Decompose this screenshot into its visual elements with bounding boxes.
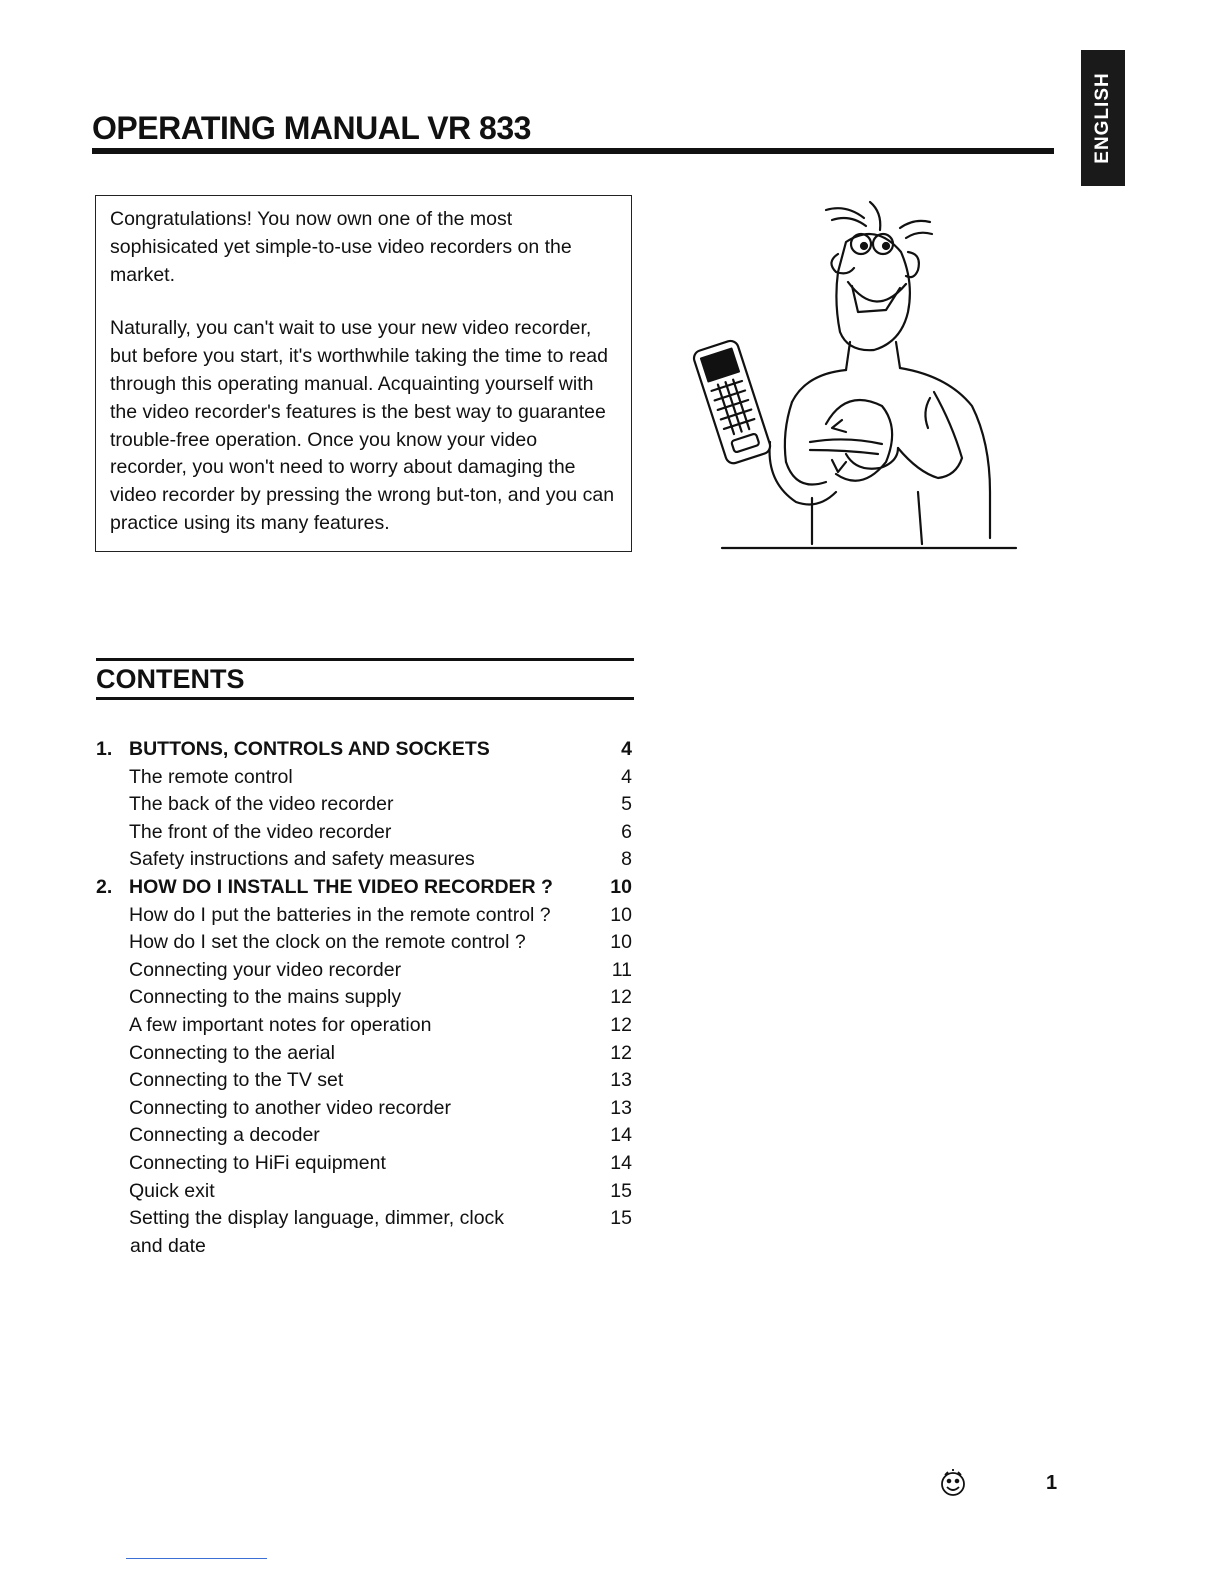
toc-section-number: 1. <box>96 738 113 760</box>
toc-item-label: Safety instructions and safety measures <box>129 848 475 871</box>
toc-item-page: 10 <box>610 931 632 954</box>
toc-item-page: 14 <box>610 1151 632 1174</box>
toc-item-label: Connecting your video recorder <box>129 958 402 981</box>
contents-heading: CONTENTS <box>96 664 245 694</box>
toc-section-page: 10 <box>610 875 632 898</box>
toc-section-number: 2. <box>96 875 113 898</box>
toc-item[interactable] <box>96 1095 636 1123</box>
toc-section-title: BUTTONS, CONTROLS AND SOCKETS <box>129 738 490 760</box>
intro-paragraph-2: Naturally, you can't wait to use your new video recorder, but before you start, it's worthwhile taking the time to read through this operating manual. Acquainting yourself with the video recorder's features is the best way to guarantee trouble-free operation. Once you know your video recorder, you won't need to worry about damaging the video recorder by pressing the wrong but-ton, and you can practice using its many features. <box>110 317 615 534</box>
toc-item-continuation <box>96 1233 636 1261</box>
toc-item[interactable] <box>96 1122 636 1150</box>
table-of-contents <box>96 736 636 1260</box>
toc-item-label: How do I set the clock on the remote control ? <box>129 931 526 954</box>
contents-rule-bottom <box>96 697 634 700</box>
toc-item-page: 14 <box>610 1124 632 1147</box>
intro-paragraph-1: Congratulations! You now own one of the most sophisicated yet simple-to-use video recorders on the market. <box>110 208 572 286</box>
toc-item-page: 15 <box>610 1179 632 1202</box>
toc-item-page: 11 <box>611 958 632 981</box>
toc-section-page: 4 <box>621 738 632 760</box>
smiley-face-icon <box>937 1468 969 1500</box>
language-tab-label: ENGLISH <box>1092 72 1113 164</box>
smiling-man-holding-remote-icon <box>686 192 1022 554</box>
toc-item-page: 10 <box>610 903 632 926</box>
toc-item-page: 12 <box>610 1041 632 1064</box>
toc-item[interactable] <box>96 1150 636 1178</box>
toc-item-label: Connecting to the aerial <box>129 1041 335 1064</box>
toc-item[interactable] <box>96 984 636 1012</box>
toc-item-page: 4 <box>621 765 632 788</box>
toc-item-label: The remote control <box>129 765 293 788</box>
toc-item[interactable] <box>96 791 636 819</box>
toc-item-page: 13 <box>610 1069 632 1092</box>
language-tab <box>1081 50 1125 186</box>
contents-rule-top <box>96 658 634 661</box>
page-title: OPERATING MANUAL VR 833 <box>92 110 531 146</box>
toc-item-page: 12 <box>610 986 632 1009</box>
toc-item[interactable] <box>96 1178 636 1206</box>
page-number: 1 <box>1046 1472 1058 1494</box>
toc-item-label: How do I put the batteries in the remote control ? <box>129 903 551 926</box>
footer-link-line <box>126 1558 267 1559</box>
toc-item-page: 13 <box>610 1096 632 1119</box>
toc-item-label: Setting the display language, dimmer, clock <box>129 1207 505 1230</box>
toc-item[interactable] <box>96 1067 636 1095</box>
toc-item[interactable] <box>96 764 636 792</box>
toc-item[interactable] <box>96 957 636 985</box>
toc-item-label: The front of the video recorder <box>129 820 392 843</box>
toc-item[interactable] <box>96 902 636 930</box>
toc-item-label: A few important notes for operation <box>129 1013 432 1036</box>
toc-item-label: Connecting to the TV set <box>129 1069 344 1092</box>
toc-item-label: Connecting to another video recorder <box>129 1096 451 1119</box>
toc-item-label: The back of the video recorder <box>129 793 394 816</box>
toc-item-page: 8 <box>621 848 632 871</box>
toc-section-1[interactable] <box>96 736 636 764</box>
toc-item-page: 6 <box>621 820 632 843</box>
toc-item[interactable] <box>96 819 636 847</box>
title-rule <box>92 148 1054 154</box>
toc-item-label: Connecting a decoder <box>129 1124 320 1147</box>
toc-item-label: Connecting to HiFi equipment <box>129 1151 386 1174</box>
toc-item[interactable] <box>96 929 636 957</box>
toc-item[interactable] <box>96 1012 636 1040</box>
toc-item[interactable] <box>96 1040 636 1068</box>
toc-item-label: Connecting to the mains supply <box>129 986 402 1009</box>
toc-item[interactable] <box>96 1205 636 1233</box>
toc-item[interactable] <box>96 846 636 874</box>
toc-item-page: 12 <box>610 1013 632 1036</box>
toc-item-page: 5 <box>621 793 632 816</box>
toc-item-continuation-label: and date <box>130 1234 206 1257</box>
toc-item-label: Quick exit <box>129 1179 215 1202</box>
toc-item-page: 15 <box>610 1207 632 1230</box>
toc-section-2[interactable] <box>96 874 636 902</box>
toc-section-title: HOW DO I INSTALL THE VIDEO RECORDER ? <box>129 875 553 898</box>
intro-box <box>95 195 632 552</box>
